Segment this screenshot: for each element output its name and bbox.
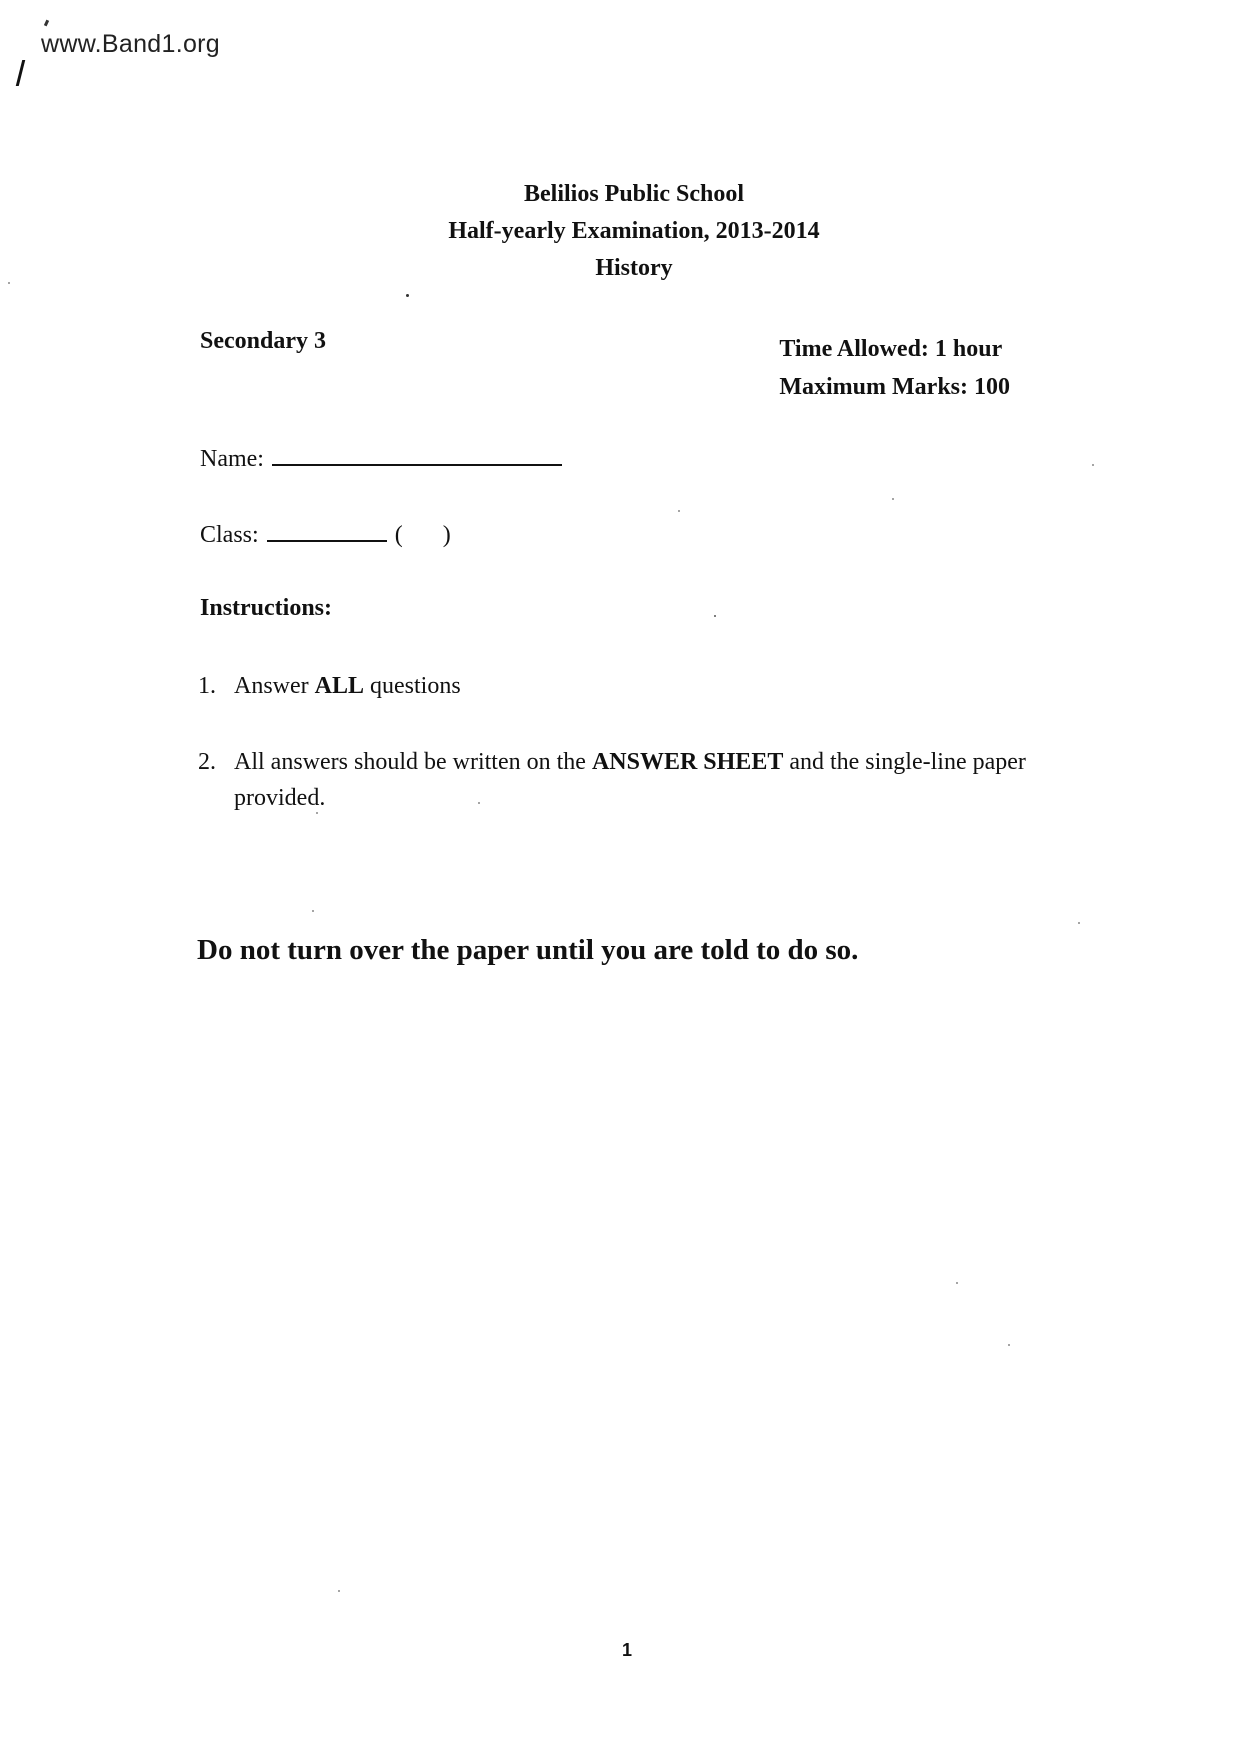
exam-header: [0, 176, 1240, 287]
instruction-item: [198, 744, 1098, 816]
instruction-text: and the single-line paper: [783, 749, 1026, 775]
level-label: Secondary 3: [200, 328, 326, 354]
instruction-continuation: provided.: [234, 785, 326, 811]
time-allowed: Time Allowed: 1 hour: [779, 336, 1003, 362]
instruction-emphasis: ALL: [314, 673, 365, 699]
scan-mark: [44, 20, 49, 27]
class-field-row: [200, 518, 451, 549]
class-blank-line[interactable]: [267, 518, 387, 542]
paren-open: (: [394, 522, 403, 548]
scan-speck: [1008, 1344, 1010, 1346]
name-blank-line[interactable]: [272, 442, 562, 466]
school-name: Belilios Public School: [523, 181, 745, 207]
scan-speck: [714, 615, 716, 617]
scan-speck: [678, 510, 680, 512]
class-number-parentheses[interactable]: [395, 522, 451, 549]
instruction-item: [198, 668, 1098, 704]
instruction-emphasis: ANSWER SHEET: [591, 749, 784, 775]
subject-title: History: [595, 255, 673, 281]
instruction-text: Answer: [234, 673, 315, 699]
scan-speck: [406, 294, 409, 297]
name-field-row: [200, 442, 562, 473]
scan-mark: [16, 60, 25, 86]
instruction-number: 1.: [198, 673, 216, 699]
exam-meta: [779, 330, 1010, 406]
scan-speck: [312, 910, 314, 912]
instruction-text: All answers should be written on the: [234, 749, 592, 775]
scan-speck: [338, 1590, 340, 1592]
paren-close: ): [442, 522, 451, 548]
exam-title: Half-yearly Examination, 2013-2014: [448, 218, 820, 244]
watermark-url: www.Band1.org: [41, 30, 220, 58]
name-label: Name:: [200, 446, 264, 472]
maximum-marks: Maximum Marks: 100: [779, 374, 1010, 400]
scan-speck: [1092, 464, 1094, 466]
instruction-text: questions: [364, 673, 461, 699]
scan-speck: [892, 498, 894, 500]
exam-notice: Do not turn over the paper until you are told to do so.: [197, 934, 859, 966]
scan-speck: [1078, 922, 1080, 924]
page-number: 1: [621, 1640, 632, 1660]
scan-speck: [956, 1282, 958, 1284]
instruction-number: 2.: [198, 749, 216, 775]
instructions-heading: Instructions:: [200, 595, 333, 621]
class-label: Class:: [200, 522, 259, 548]
